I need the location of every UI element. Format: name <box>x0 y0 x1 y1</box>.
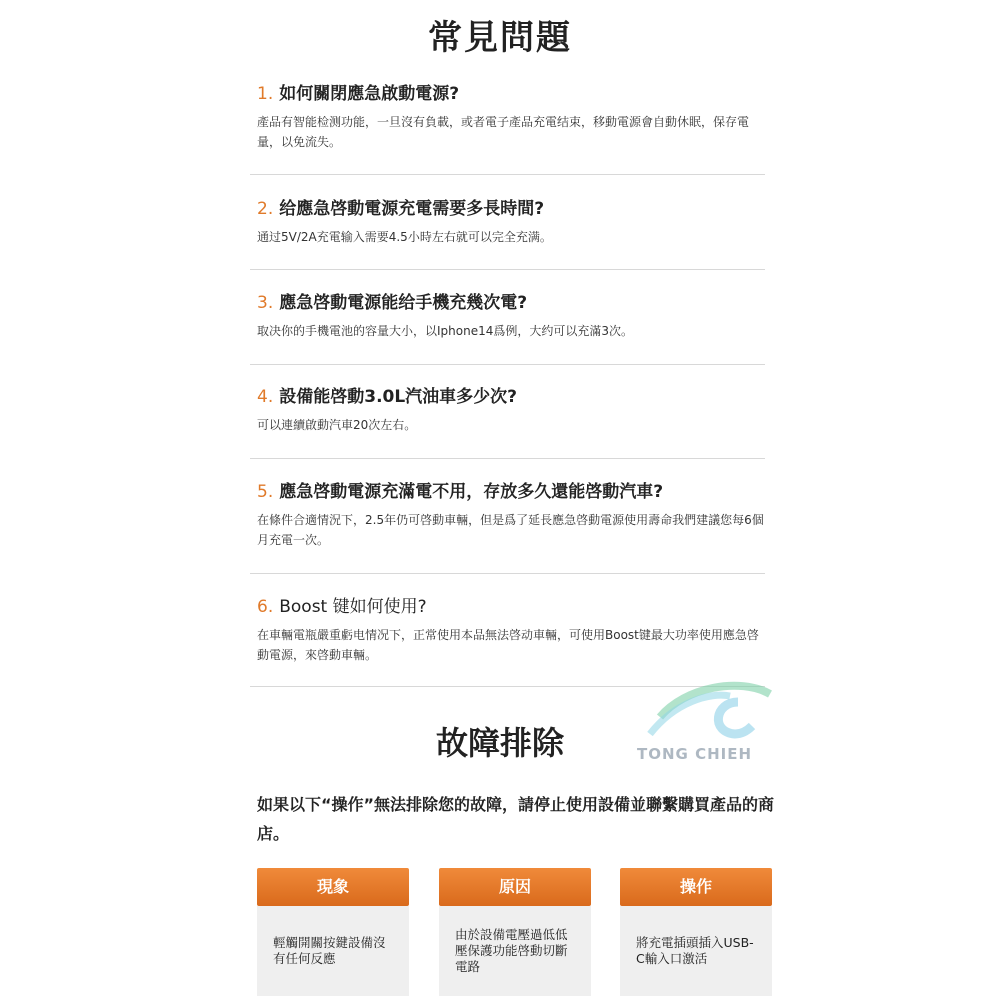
column-action <box>620 868 772 996</box>
faq-question: 1. 如何關閉應急啟動電源? <box>257 84 460 104</box>
troubleshooting-intro: 如果以下“操作”無法排除您的故障，請停止使用設備並聯繫購買產品的商店。 <box>257 795 775 843</box>
faq-item <box>257 480 765 550</box>
faq-number: 6. <box>257 597 274 617</box>
faq-answer: 在條件合適情況下，2.5年仍可啓動車輛，但是爲了延長應急啓動電源使用壽命我們建議您每6個月充電一次。 <box>257 513 764 547</box>
faq-answer: 可以連續啟動汽車20次左右。 <box>257 418 417 432</box>
faq-number: 2. <box>257 199 274 219</box>
faq-title: 常見問題 <box>428 18 572 58</box>
faq-item <box>257 82 765 152</box>
faq-answer: 在車輛電瓶嚴重虧电情况下，正常使用本品無法啓动車輛，可使用Boost键最大功率使用應急啓動電源，來啓動車輛。 <box>257 628 759 662</box>
faq-question: 5. 應急啓動電源充滿電不用，存放多久還能啓動汽車? <box>257 482 664 502</box>
faq-question: 3. 應急啓動電源能给手機充幾次電? <box>257 293 528 313</box>
column-header: 原因 <box>439 868 591 906</box>
column-body: 將充電插頭插入USB-C輸入口激活 <box>620 906 772 996</box>
divider <box>250 573 765 574</box>
faq-question: 2. 给應急啓動電源充電需要多長時間? <box>257 199 545 219</box>
faq-number: 1. <box>257 84 274 104</box>
faq-item <box>257 595 765 665</box>
faq-item <box>257 197 765 247</box>
divider <box>250 458 765 459</box>
divider <box>250 269 765 270</box>
faq-number: 5. <box>257 482 274 502</box>
logo-text: TONG CHIEH <box>637 745 753 763</box>
troubleshooting-title: 故障排除 <box>435 724 564 762</box>
column-cause <box>439 868 591 996</box>
faq-answer: 通过5V/2A充電输入需要4.5小時左右就可以完全充满。 <box>257 230 552 244</box>
faq-number: 4. <box>257 387 274 407</box>
column-body: 輕觸開關按鍵設備沒有任何反應 <box>257 906 409 996</box>
column-body: 由於設備電壓過低低壓保護功能啓動切斷電路 <box>439 906 591 996</box>
column-header: 現象 <box>257 868 409 906</box>
faq-item <box>257 291 765 341</box>
faq-answer: 產品有智能检测功能，一旦沒有負載，或者電子產品充電结束，移動電源會自動休眠，保存電量，以免流失。 <box>257 115 750 149</box>
divider <box>250 174 765 175</box>
divider <box>250 364 765 365</box>
column-symptom <box>257 868 409 996</box>
faq-answer: 取决你的手機電池的容量大小，以Iphone14爲例，大约可以充滿3次。 <box>257 324 633 338</box>
faq-item <box>257 385 765 435</box>
faq-question: 4. 設備能啓動3.0L汽油車多少次? <box>257 387 518 407</box>
column-header: 操作 <box>620 868 772 906</box>
faq-question: 6. Boost 键如何使用? <box>257 597 427 617</box>
faq-number: 3. <box>257 293 274 313</box>
